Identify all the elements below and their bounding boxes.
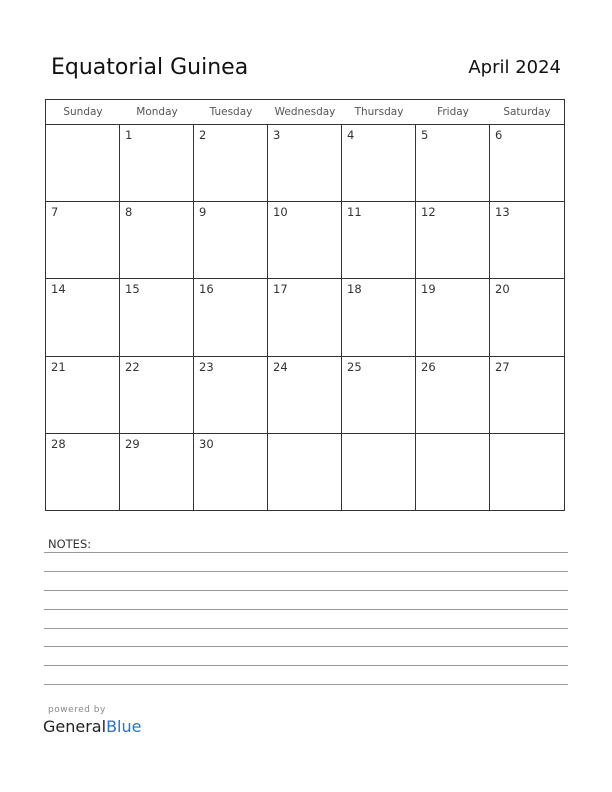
day-cell-25 (342, 357, 416, 434)
day-number: 2 (199, 128, 207, 142)
day-number: 19 (421, 282, 436, 297)
day-number: 17 (273, 282, 288, 297)
notes-line (44, 552, 568, 553)
brand-general-text: General (43, 717, 107, 736)
powered-by-text: powered by (48, 705, 106, 715)
day-cell-7 (46, 202, 120, 279)
day-cell-4 (342, 125, 416, 202)
notes-line (44, 609, 568, 610)
day-cell-14 (46, 279, 120, 356)
day-number: 24 (273, 359, 288, 374)
day-number: 28 (51, 436, 66, 451)
calendar-month-year: April 2024 (468, 57, 561, 78)
day-number: 26 (421, 359, 436, 374)
day-number: 15 (125, 282, 140, 297)
day-cell-15 (120, 279, 194, 356)
weekday-tuesday: Tuesday (209, 106, 253, 118)
day-cell-16 (194, 279, 268, 356)
day-cell-30 (194, 434, 268, 511)
day-cell-empty (416, 434, 490, 511)
day-cell-27 (490, 357, 564, 434)
day-cell-13 (490, 202, 564, 279)
day-number: 12 (421, 205, 436, 220)
day-cell-empty (46, 125, 120, 202)
day-cell-10 (268, 202, 342, 279)
day-cell-22 (120, 357, 194, 434)
day-cell-1 (120, 125, 194, 202)
notes-line (44, 590, 568, 591)
day-cell-29 (120, 434, 194, 511)
day-number: 20 (495, 282, 510, 297)
day-cell-18 (342, 279, 416, 356)
day-cell-9 (194, 202, 268, 279)
day-number: 3 (273, 128, 281, 142)
day-cell-19 (416, 279, 490, 356)
weekday-monday: Monday (136, 106, 178, 118)
day-number: 21 (51, 359, 66, 374)
day-cell-6 (490, 125, 564, 202)
day-cell-5 (416, 125, 490, 202)
weekday-wednesday: Wednesday (274, 106, 336, 118)
day-cell-empty (490, 434, 564, 511)
weekday-header-row (46, 100, 564, 125)
day-number: 29 (125, 436, 140, 451)
weekday-sunday: Sunday (63, 106, 103, 118)
day-cell-2 (194, 125, 268, 202)
day-number: 30 (199, 436, 214, 451)
day-cell-26 (416, 357, 490, 434)
day-number: 8 (125, 205, 133, 220)
day-cell-21 (46, 357, 120, 434)
day-cell-12 (416, 202, 490, 279)
calendar-country-title: Equatorial Guinea (51, 55, 249, 80)
weekday-saturday: Saturday (503, 106, 551, 118)
weekday-friday: Friday (437, 106, 469, 118)
calendar-weeks (46, 125, 564, 511)
generalblue-logo (43, 717, 141, 736)
day-cell-8 (120, 202, 194, 279)
day-number: 10 (273, 205, 288, 220)
day-number: 14 (51, 282, 66, 297)
day-number: 7 (51, 205, 59, 220)
day-number: 11 (347, 205, 362, 220)
day-cell-empty (342, 434, 416, 511)
day-cell-24 (268, 357, 342, 434)
day-number: 13 (495, 205, 510, 220)
day-cell-23 (194, 357, 268, 434)
day-number: 22 (125, 359, 140, 374)
day-number: 1 (125, 128, 133, 142)
day-number: 5 (421, 128, 429, 142)
day-cell-11 (342, 202, 416, 279)
brand-blue-text: Blue (106, 717, 142, 736)
day-number: 18 (347, 282, 362, 297)
notes-line (44, 571, 568, 572)
day-cell-empty (268, 434, 342, 511)
day-number: 4 (347, 128, 355, 142)
day-cell-20 (490, 279, 564, 356)
day-cell-28 (46, 434, 120, 511)
day-cell-17 (268, 279, 342, 356)
notes-line (44, 665, 568, 666)
day-number: 6 (495, 128, 503, 142)
day-number: 9 (199, 205, 207, 220)
day-cell-3 (268, 125, 342, 202)
month-calendar-grid (45, 99, 565, 511)
weekday-thursday: Thursday (354, 106, 404, 118)
notes-line (44, 684, 568, 685)
day-number: 16 (199, 282, 214, 297)
notes-label: NOTES: (48, 537, 92, 551)
notes-line (44, 646, 568, 647)
notes-line (44, 628, 568, 629)
day-number: 25 (347, 359, 362, 374)
day-number: 27 (495, 359, 510, 374)
day-number: 23 (199, 359, 214, 374)
